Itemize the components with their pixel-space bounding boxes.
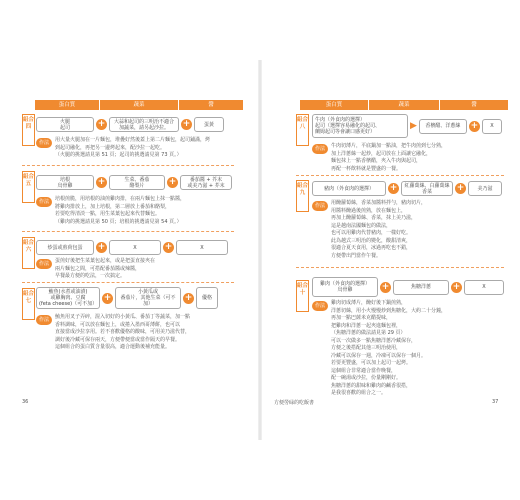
header-protein: 蛋白質: [300, 100, 368, 110]
ingredient-veg: 小黃瓜或 番茄片，其他生菜（可不加）: [115, 287, 181, 309]
ingredient-protein: 炒蛋或煎荷包蛋: [36, 240, 94, 255]
ingredient-protein: 火腿 起司: [36, 117, 94, 132]
ingredient-protein: 培根 烏骨雞: [36, 175, 94, 190]
method-label: 作法: [312, 144, 328, 154]
book-title-footer: 方便勞碌的吃飯書: [274, 400, 315, 406]
combo-method: [36, 258, 236, 281]
combo-method: [312, 143, 502, 173]
ingredient-veg: 大蒜和起司的三明治不適合 加蔬菜，請另起沙拉。: [109, 117, 179, 132]
plus-icon: +: [168, 177, 177, 187]
method-label: 作法: [312, 301, 328, 311]
header-veg: 蔬菜: [100, 100, 178, 110]
plus-icon: +: [381, 281, 390, 292]
plus-icon: +: [164, 242, 173, 252]
plus-icon: +: [97, 119, 106, 129]
combo-method: [36, 137, 236, 160]
method-text: 牛肉切薄片，平底鍋加一點油，把牛肉煎到七分熟， 加上洋蔥絲一起炒，起司放在上面讓它融化， 麵包抹上一點香檳醋，夾入牛肉與起司， 再配一杯飲料就是豐盛的一餐。: [331, 143, 447, 172]
header-protein: 蛋白質: [35, 100, 99, 110]
header-veg: 蔬菜: [369, 100, 439, 110]
ingredient-sauce: X: [464, 280, 504, 295]
ingredient-protein: 雞肉（外食肉的選擇） 烏骨雞: [312, 277, 378, 297]
method-text: 蛋煎好後把生菜葉包起來，或是把蛋直接夾在 兩片麵包之間，可搭配番茄醬或辣醬， 早餐最方便的吃法，一次搞定。: [55, 258, 156, 279]
ingredient-veg: 焦糖洋蔥: [393, 280, 449, 295]
right-page: [260, 0, 520, 500]
combo-row: [36, 287, 218, 309]
combo-row: [36, 240, 228, 255]
combo-side-label: 組合六: [22, 237, 35, 269]
plus-icon: +: [184, 292, 193, 303]
combo-method: [312, 200, 502, 260]
plus-icon: +: [389, 183, 398, 193]
method-label: 作法: [312, 201, 328, 211]
plus-icon: +: [182, 119, 191, 129]
method-text: 用大量火腿加在一片麵包，堆疊好然後蓋上第二片麵包，起司鋪滿，烤 到起司融化，再把另一邊烤起來，配沙拉一起吃。 （火腿的挑選請見第 51 頁；起司的挑選請見第 73 頁。）: [55, 137, 211, 158]
ingredient-veg: 生菜、番茄 酪梨片: [109, 175, 165, 190]
method-label: 作法: [36, 197, 52, 207]
combo-side-label: 組合七: [22, 288, 35, 320]
header-bar: [35, 100, 244, 110]
page-number: 36: [22, 399, 29, 405]
divider: [296, 175, 504, 176]
method-text: 雞肉切成薄片，醃好後下鍋煎熟， 洋蔥切絲，用小火慢慢炒到焦糖化，大約二十分鐘， 再加一點巴薩米克醋提味， 把雞肉和洋蔥一起夾進麵包裡， （焦糖洋蔥的做法請見第 29 頁） 可以一次做多一點焦糖洋蔥冷藏保存， 方便之後搭配其他三明治使用， 冷藏可以保存一週，冷凍可以保存一個月。 若要更豐盛，可以加上起司一起烤。 這個組合非常適合當作晚餐， 配一碗湯或沙拉，份量剛剛好。 焦糖洋蔥的甜味和雞肉的鹹香很搭， 是我很喜歡的組合之一。: [331, 300, 447, 396]
combo-side-label: 組合十: [296, 280, 309, 312]
ingredient-veg: X: [109, 240, 161, 255]
combo-method: [36, 314, 236, 352]
plus-icon: +: [470, 120, 479, 131]
ingredient-protein: 鮪魚(水煮或油漬) 或雞胸肉、豆腐 (feta cheese)（可不加）: [36, 287, 100, 309]
method-text: 用醃蘿蔔絲，香菜加醬料拌勻，豬肉切片， 用醬料醃過後煎熟，放在麵包上， 再加上醃蘿蔔絲、香菜，抹上美乃滋， 這是越南法國麵包的做法， 也可以用雞肉代替豬肉，一樣好吃。 此為越式三明治的變化，酸甜清爽， 很適合夏天食用，冰過再吃也不錯， 方便帶出門當作午餐。: [331, 200, 427, 259]
divider: [22, 165, 234, 166]
ingredient-protein: 牛肉（外食肉的選擇） 起司（選擇容易融化的起司、 蘭姆起司等會讓口感更好）: [312, 114, 408, 138]
ingredient-veg: 香檳醋、洋蔥絲: [419, 119, 467, 134]
combo-side-label: 組合九: [296, 180, 309, 212]
plus-icon: +: [97, 177, 106, 187]
plus-icon: +: [456, 183, 465, 193]
ingredient-veg: 紅蘿蔔絲、白蘿蔔絲 香菜: [401, 181, 453, 196]
arrow-icon: ▶: [410, 121, 417, 131]
combo-row: [312, 277, 504, 297]
plus-icon: +: [452, 281, 461, 292]
plus-icon: +: [97, 242, 106, 252]
divider: [22, 282, 234, 283]
combo-side-label: 組合四: [22, 114, 35, 146]
combo-row: [312, 181, 502, 196]
ingredient-sauce: X: [176, 240, 228, 255]
method-label: 作法: [36, 315, 52, 325]
combo-side-label: 組合五: [22, 171, 35, 203]
divider: [296, 267, 504, 268]
ingredient-protein: 豬肉（外食肉的選擇）: [312, 181, 386, 196]
page-number: 37: [492, 399, 499, 405]
combo-row: [312, 114, 502, 138]
header-sauce: 醬: [440, 100, 508, 110]
ingredient-sauce: 蛋黃: [194, 117, 224, 132]
combo-row: [36, 117, 224, 132]
method-label: 作法: [36, 259, 52, 269]
ingredient-sauce: 美乃滋: [468, 181, 502, 196]
combo-side-label: 組合八: [296, 114, 309, 146]
combo-method: [36, 196, 236, 226]
plus-icon: +: [103, 292, 112, 303]
method-text: 鮪魚用叉子弄碎，混入切好的小黃瓜、番茄丁等蔬菜，加一點 香料調味，可以放在麵包上，或捲入墨西哥薄餅，也可以 直接當成沙拉享用。若不喜歡優格的酸味，可用美乃滋代替， 調好後冷藏可保存兩天，方便帶便當或當作隔天的早餐。 這個組合的蛋白質含量很高，適合運動後補充能量。: [55, 314, 191, 350]
ingredient-sauce: X: [482, 119, 502, 134]
combo-row: [36, 175, 232, 190]
combo-method: [312, 300, 502, 398]
method-text: 培根煎脆，用培根的油煎雞肉排，在兩片麵包上抹一點醬， 將雞肉排放上，加上培根，第二層放上番茄和酪梨， 若要吃得清淡一點，用生菜葉包起來代替麵包。 （雞肉的挑選請見第 50 頁；培根的挑選請見第 54 頁。）: [55, 196, 186, 225]
ingredient-sauce: 優格: [196, 287, 218, 309]
ingredient-sauce: 番茄醬 + 芥末 或美乃滋 + 芥末: [180, 175, 232, 190]
divider: [22, 231, 234, 232]
header-bar: [300, 100, 509, 110]
method-label: 作法: [36, 138, 52, 148]
header-sauce: 醬: [179, 100, 243, 110]
